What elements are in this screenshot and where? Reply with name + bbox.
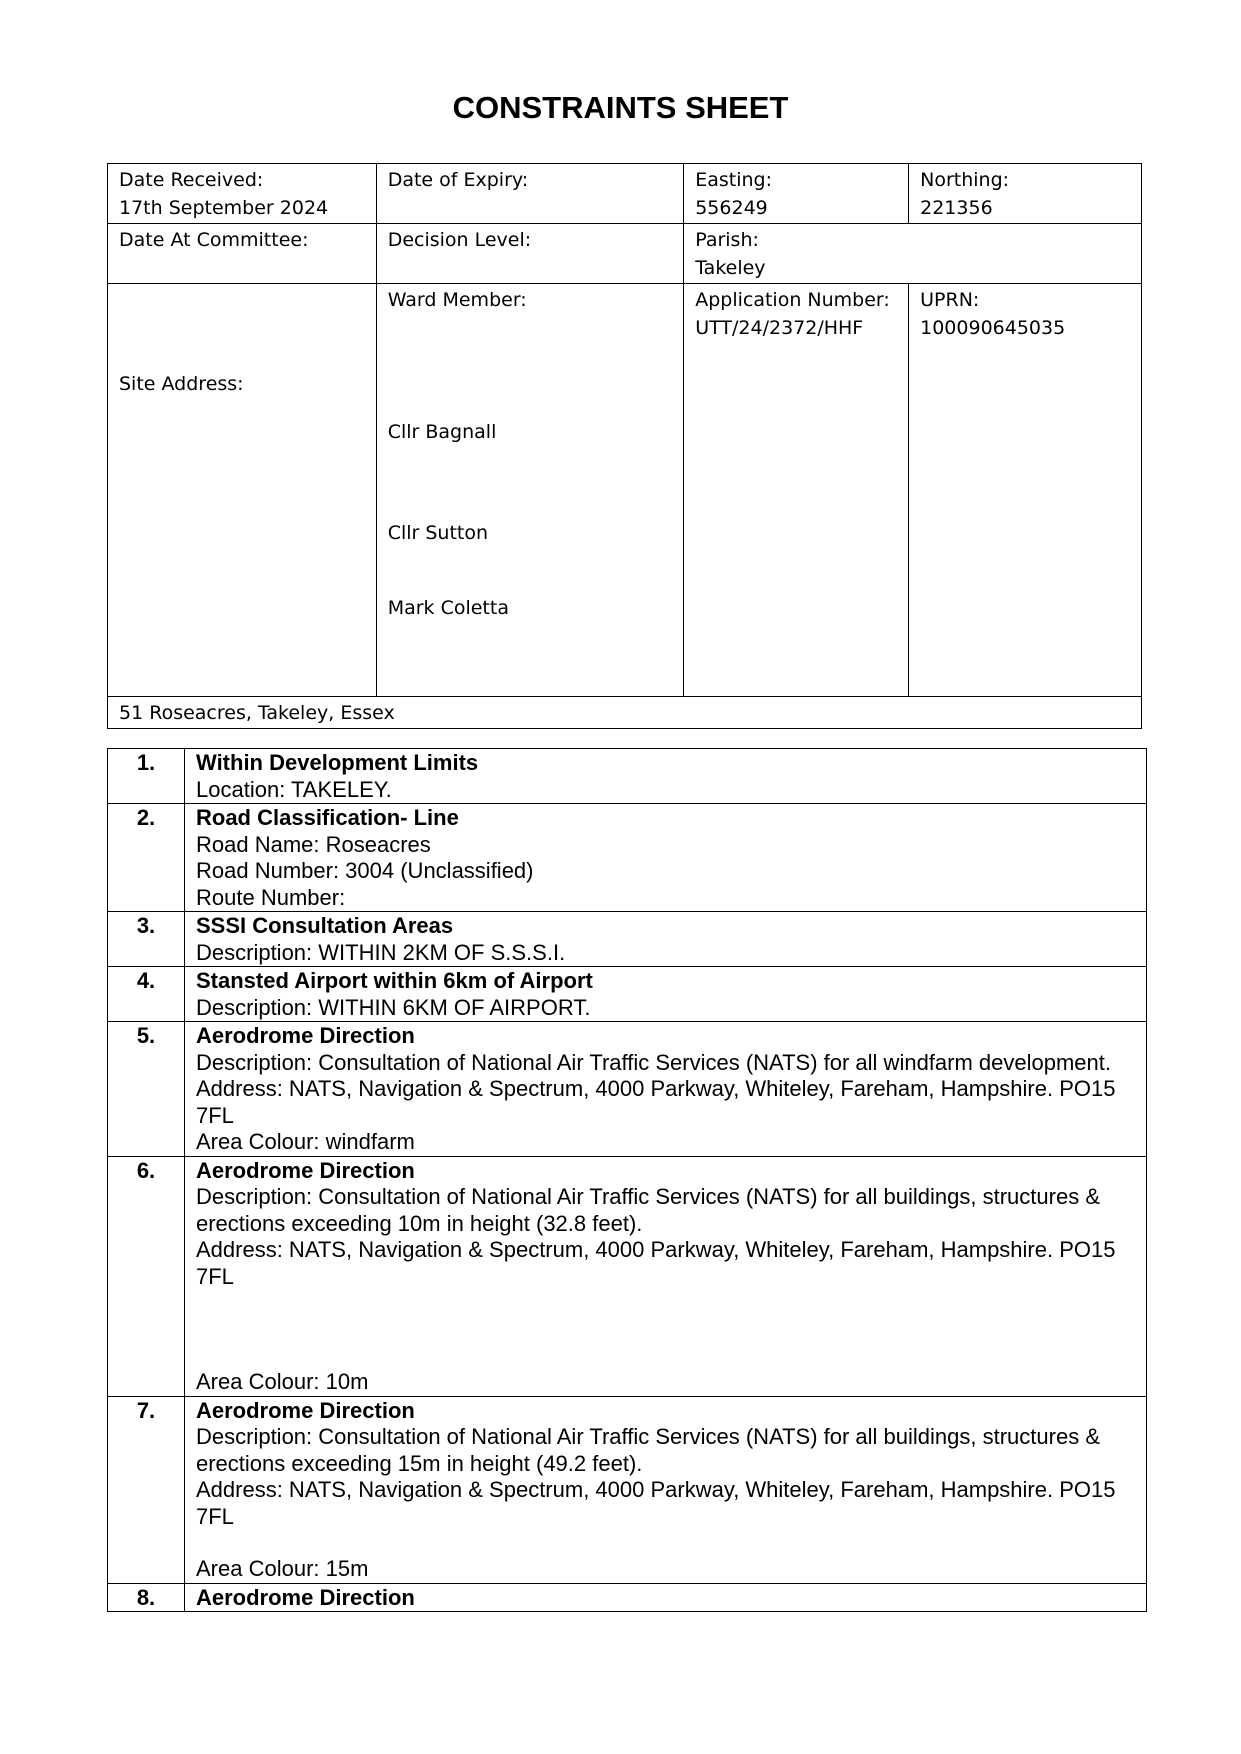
constraint-number: 8. — [108, 1583, 185, 1612]
constraint-heading: Road Classification- Line — [196, 805, 459, 830]
date-received-cell — [108, 164, 377, 224]
site-address-label: Site Address: — [119, 373, 244, 395]
constraint-heading: Aerodrome Direction — [196, 1397, 415, 1423]
constraint-details — [185, 912, 1147, 967]
site-address-label-cell — [108, 284, 377, 697]
constraint-line: Address: NATS, Navigation & Spectrum, 4000 Parkway, Whiteley, Fareham, Hampshire. PO15 7FL — [196, 1237, 1116, 1289]
ward-member-name: Cllr Sutton — [387, 522, 489, 544]
constraint-details — [185, 749, 1147, 804]
constraint-heading: Aerodrome Direction — [196, 1584, 415, 1610]
ward-member-name: Mark Coletta — [387, 597, 509, 619]
constraint-details — [185, 1022, 1147, 1157]
constraint-heading: Stansted Airport within 6km of Airport — [196, 968, 593, 993]
constraint-line: Route Number: — [196, 884, 346, 910]
constraint-number: 3. — [108, 912, 185, 967]
constraint-line: Description: Consultation of National Air Traffic Services (NATS) for all buildings, structures & erections exceeding 15m in height (49.2 feet). — [196, 1424, 1100, 1476]
date-of-expiry-cell — [376, 164, 684, 224]
constraint-number: 4. — [108, 967, 185, 1022]
constraint-number: 7. — [108, 1396, 185, 1583]
constraint-line: Area Colour: 10m — [196, 1369, 369, 1394]
header-table — [107, 163, 1142, 729]
uprn-value: 100090645035 — [920, 317, 1066, 339]
constraint-details — [185, 1156, 1147, 1396]
constraints-table — [107, 748, 1147, 1612]
date-received-label: Date Received: — [119, 169, 264, 191]
constraint-heading: SSSI Consultation Areas — [196, 913, 454, 938]
easting-cell — [684, 164, 909, 224]
northing-cell — [909, 164, 1142, 224]
constraint-line: Road Name: Roseacres — [196, 831, 431, 857]
site-address-cell — [108, 697, 1142, 729]
constraint-line: Description: Consultation of National Air Traffic Services (NATS) for all windfarm development. — [196, 1049, 1111, 1075]
parish-label: Parish: — [695, 229, 759, 251]
constraint-heading: Within Development Limits — [196, 750, 479, 775]
ward-member-cell — [376, 284, 684, 697]
ward-member-list — [388, 418, 673, 622]
decision-level-cell — [376, 224, 684, 284]
date-at-committee-cell — [108, 224, 377, 284]
parish-value: Takeley — [695, 257, 766, 279]
constraint-number: 2. — [108, 804, 185, 912]
table-row — [108, 967, 1147, 1022]
table-row — [108, 912, 1147, 967]
page-title: CONSTRAINTS SHEET — [452, 90, 789, 125]
ward-member-label: Ward Member: — [387, 289, 527, 311]
table-row — [108, 1583, 1147, 1612]
constraint-line: Road Number: 3004 (Unclassified) — [196, 858, 534, 883]
easting-label: Easting: — [695, 169, 772, 191]
table-row — [108, 1022, 1147, 1157]
northing-value: 221356 — [920, 197, 993, 219]
application-number-cell — [684, 284, 909, 697]
ward-member-name: Cllr Bagnall — [387, 421, 497, 443]
constraint-details — [185, 967, 1147, 1022]
easting-value: 556249 — [695, 197, 768, 219]
constraint-line: Area Colour: 15m — [196, 1556, 369, 1581]
blank-space — [196, 1290, 1135, 1369]
constraint-heading: Aerodrome Direction — [196, 1157, 415, 1183]
constraint-number: 6. — [108, 1156, 185, 1396]
constraint-line: Address: NATS, Navigation & Spectrum, 4000 Parkway, Whiteley, Fareham, Hampshire. PO15 7FL — [196, 1076, 1116, 1128]
table-row — [108, 1156, 1147, 1396]
northing-label: Northing: — [920, 169, 1010, 191]
constraint-details — [185, 1396, 1147, 1583]
constraint-number: 5. — [108, 1022, 185, 1157]
constraint-line: Address: NATS, Navigation & Spectrum, 4000 Parkway, Whiteley, Fareham, Hampshire. PO15 7FL — [196, 1477, 1116, 1529]
constraint-heading: Aerodrome Direction — [196, 1023, 415, 1048]
parish-cell — [684, 224, 1142, 284]
constraint-line: Description: WITHIN 2KM OF S.S.S.I. — [196, 939, 566, 965]
site-address-value: 51 Roseacres, Takeley, Essex — [119, 702, 395, 724]
constraint-details — [185, 1583, 1147, 1612]
date-of-expiry-label: Date of Expiry: — [387, 169, 529, 191]
application-number-label: Application Number: — [695, 289, 890, 311]
constraint-details — [185, 804, 1147, 912]
constraint-line: Location: TAKELEY. — [196, 776, 392, 802]
application-number-value: UTT/24/2372/HHF — [695, 317, 864, 339]
constraint-number: 1. — [108, 749, 185, 804]
date-at-committee-label: Date At Committee: — [119, 229, 309, 251]
constraint-line: Description: Consultation of National Air Traffic Services (NATS) for all buildings, structures & erections exceeding 10m in height (32.8 feet). — [196, 1184, 1100, 1236]
table-row — [108, 749, 1147, 804]
uprn-cell — [909, 284, 1142, 697]
constraint-line: Area Colour: windfarm — [196, 1129, 415, 1154]
table-row — [108, 804, 1147, 912]
decision-level-label: Decision Level: — [387, 229, 532, 251]
blank-space — [196, 1530, 1135, 1556]
table-row — [108, 1396, 1147, 1583]
uprn-label: UPRN: — [920, 289, 980, 311]
date-received-value: 17th September 2024 — [119, 197, 329, 219]
constraint-line: Description: WITHIN 6KM OF AIRPORT. — [196, 994, 591, 1020]
